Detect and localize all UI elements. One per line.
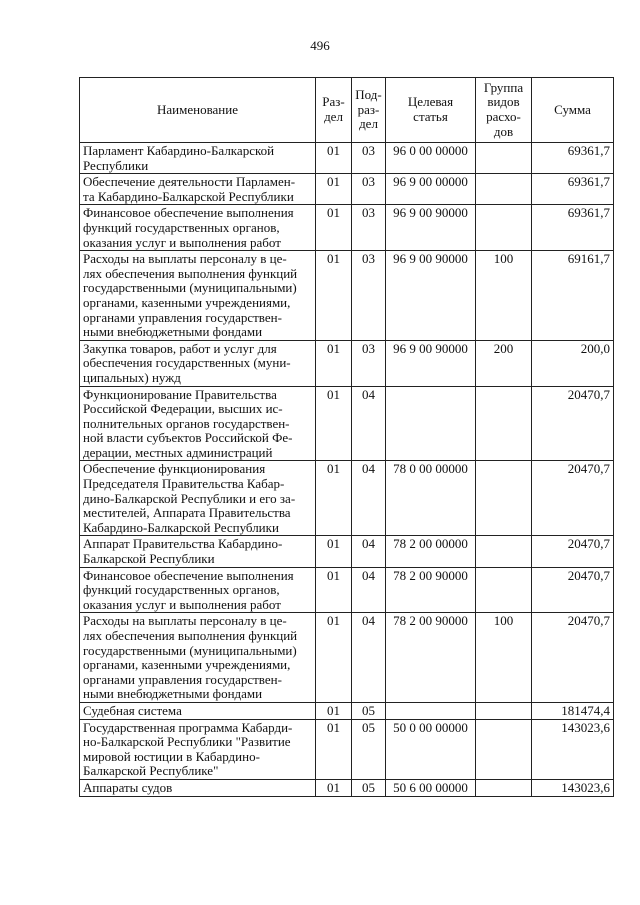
row-subsection-cell: 05 xyxy=(352,702,386,719)
row-amount-cell: 69361,7 xyxy=(532,174,614,205)
table-row xyxy=(80,779,614,796)
row-group-cell xyxy=(476,205,532,251)
row-target-cell: 96 0 00 00000 xyxy=(386,143,476,174)
table-row xyxy=(80,567,614,613)
row-name-cell: Аппараты судов xyxy=(80,779,316,796)
row-amount-cell: 143023,6 xyxy=(532,779,614,796)
row-amount-cell: 200,0 xyxy=(532,340,614,386)
row-name-cell: Финансовое обеспечение выполнения функций государственных органов, оказания услуг и выполнения работ xyxy=(80,205,316,251)
row-section-cell: 01 xyxy=(316,779,352,796)
row-subsection-cell: 05 xyxy=(352,719,386,779)
row-target-cell: 50 0 00 00000 xyxy=(386,719,476,779)
row-subsection-cell: 03 xyxy=(352,251,386,341)
row-target-cell: 78 0 00 00000 xyxy=(386,461,476,536)
table-header-row xyxy=(80,78,614,143)
header-name: Наименование xyxy=(80,78,316,143)
row-amount-cell: 69161,7 xyxy=(532,251,614,341)
table-row xyxy=(80,143,614,174)
row-group-cell xyxy=(476,779,532,796)
table-row xyxy=(80,613,614,703)
row-section-cell: 01 xyxy=(316,340,352,386)
row-group-cell: 100 xyxy=(476,613,532,703)
header-group: Группа видов расхо- дов xyxy=(476,78,532,143)
row-name-cell: Обеспечение функционирования Председателя Правительства Кабар- дино-Балкарской Республики и его за- местителей, Аппарата Правительства Кабардино-Балкарской Республики xyxy=(80,461,316,536)
row-name-cell: Обеспечение деятельности Парламен- та Кабардино-Балкарской Республики xyxy=(80,174,316,205)
row-section-cell: 01 xyxy=(316,251,352,341)
table-row xyxy=(80,174,614,205)
budget-table xyxy=(79,77,614,797)
table-body xyxy=(80,143,614,797)
row-section-cell: 01 xyxy=(316,567,352,613)
row-subsection-cell: 03 xyxy=(352,205,386,251)
table-row xyxy=(80,461,614,536)
row-subsection-cell: 03 xyxy=(352,174,386,205)
table-row xyxy=(80,251,614,341)
row-group-cell xyxy=(476,702,532,719)
row-name-cell: Расходы на выплаты персоналу в це- лях обеспечения выполнения функций государственными (муниципальными) органами, казенными учреждениями, органами управления государствен- ными внебюджетными фондами xyxy=(80,613,316,703)
row-target-cell: 96 9 00 90000 xyxy=(386,340,476,386)
row-subsection-cell: 03 xyxy=(352,143,386,174)
row-group-cell xyxy=(476,386,532,461)
row-group-cell xyxy=(476,536,532,567)
row-group-cell xyxy=(476,143,532,174)
row-amount-cell: 20470,7 xyxy=(532,386,614,461)
row-group-cell: 100 xyxy=(476,251,532,341)
row-target-cell: 50 6 00 00000 xyxy=(386,779,476,796)
row-target-cell: 78 2 00 90000 xyxy=(386,567,476,613)
row-target-cell xyxy=(386,702,476,719)
row-target-cell: 96 9 00 90000 xyxy=(386,251,476,341)
row-section-cell: 01 xyxy=(316,143,352,174)
row-group-cell xyxy=(476,174,532,205)
header-target: Целевая статья xyxy=(386,78,476,143)
row-amount-cell: 69361,7 xyxy=(532,205,614,251)
row-name-cell: Расходы на выплаты персоналу в це- лях обеспечения выполнения функций государственными (муниципальными) органами, казенными учреждениями, органами управления государствен- ными внебюджетными фондами xyxy=(80,251,316,341)
row-amount-cell: 20470,7 xyxy=(532,461,614,536)
row-group-cell xyxy=(476,567,532,613)
row-subsection-cell: 04 xyxy=(352,567,386,613)
row-name-cell: Парламент Кабардино-Балкарской Республики xyxy=(80,143,316,174)
row-section-cell: 01 xyxy=(316,613,352,703)
row-section-cell: 01 xyxy=(316,386,352,461)
row-target-cell: 96 9 00 00000 xyxy=(386,174,476,205)
row-subsection-cell: 04 xyxy=(352,386,386,461)
row-amount-cell: 143023,6 xyxy=(532,719,614,779)
row-name-cell: Государственная программа Кабарди- но-Балкарской Республики "Развитие мировой юстиции в Кабардино- Балкарской Республике" xyxy=(80,719,316,779)
row-target-cell xyxy=(386,386,476,461)
row-group-cell xyxy=(476,719,532,779)
row-target-cell: 78 2 00 90000 xyxy=(386,613,476,703)
row-amount-cell: 20470,7 xyxy=(532,613,614,703)
table-row xyxy=(80,719,614,779)
row-subsection-cell: 05 xyxy=(352,779,386,796)
row-section-cell: 01 xyxy=(316,205,352,251)
row-amount-cell: 69361,7 xyxy=(532,143,614,174)
row-target-cell: 96 9 00 90000 xyxy=(386,205,476,251)
table-row xyxy=(80,702,614,719)
row-amount-cell: 20470,7 xyxy=(532,567,614,613)
row-section-cell: 01 xyxy=(316,702,352,719)
row-amount-cell: 20470,7 xyxy=(532,536,614,567)
row-section-cell: 01 xyxy=(316,174,352,205)
header-section: Раз- дел xyxy=(316,78,352,143)
table-row xyxy=(80,340,614,386)
row-name-cell: Судебная система xyxy=(80,702,316,719)
row-subsection-cell: 04 xyxy=(352,613,386,703)
row-target-cell: 78 2 00 00000 xyxy=(386,536,476,567)
row-name-cell: Финансовое обеспечение выполнения функций государственных органов, оказания услуг и выполнения работ xyxy=(80,567,316,613)
row-section-cell: 01 xyxy=(316,536,352,567)
table-row xyxy=(80,536,614,567)
row-subsection-cell: 04 xyxy=(352,461,386,536)
row-group-cell: 200 xyxy=(476,340,532,386)
row-subsection-cell: 04 xyxy=(352,536,386,567)
header-amount: Сумма xyxy=(532,78,614,143)
row-subsection-cell: 03 xyxy=(352,340,386,386)
row-amount-cell: 181474,4 xyxy=(532,702,614,719)
table-row xyxy=(80,386,614,461)
row-section-cell: 01 xyxy=(316,719,352,779)
row-name-cell: Аппарат Правительства Кабардино- Балкарской Республики xyxy=(80,536,316,567)
row-name-cell: Функционирование Правительства Российской Федерации, высших ис- полнительных органов государствен- ной власти субъектов Российской Фе- дерации, местных администраций xyxy=(80,386,316,461)
row-group-cell xyxy=(476,461,532,536)
row-section-cell: 01 xyxy=(316,461,352,536)
table-row xyxy=(80,205,614,251)
header-subsection: Под- раз- дел xyxy=(352,78,386,143)
page-number: 496 xyxy=(310,38,330,53)
row-name-cell: Закупка товаров, работ и услуг для обеспечения государственных (муни- ципальных) нужд xyxy=(80,340,316,386)
